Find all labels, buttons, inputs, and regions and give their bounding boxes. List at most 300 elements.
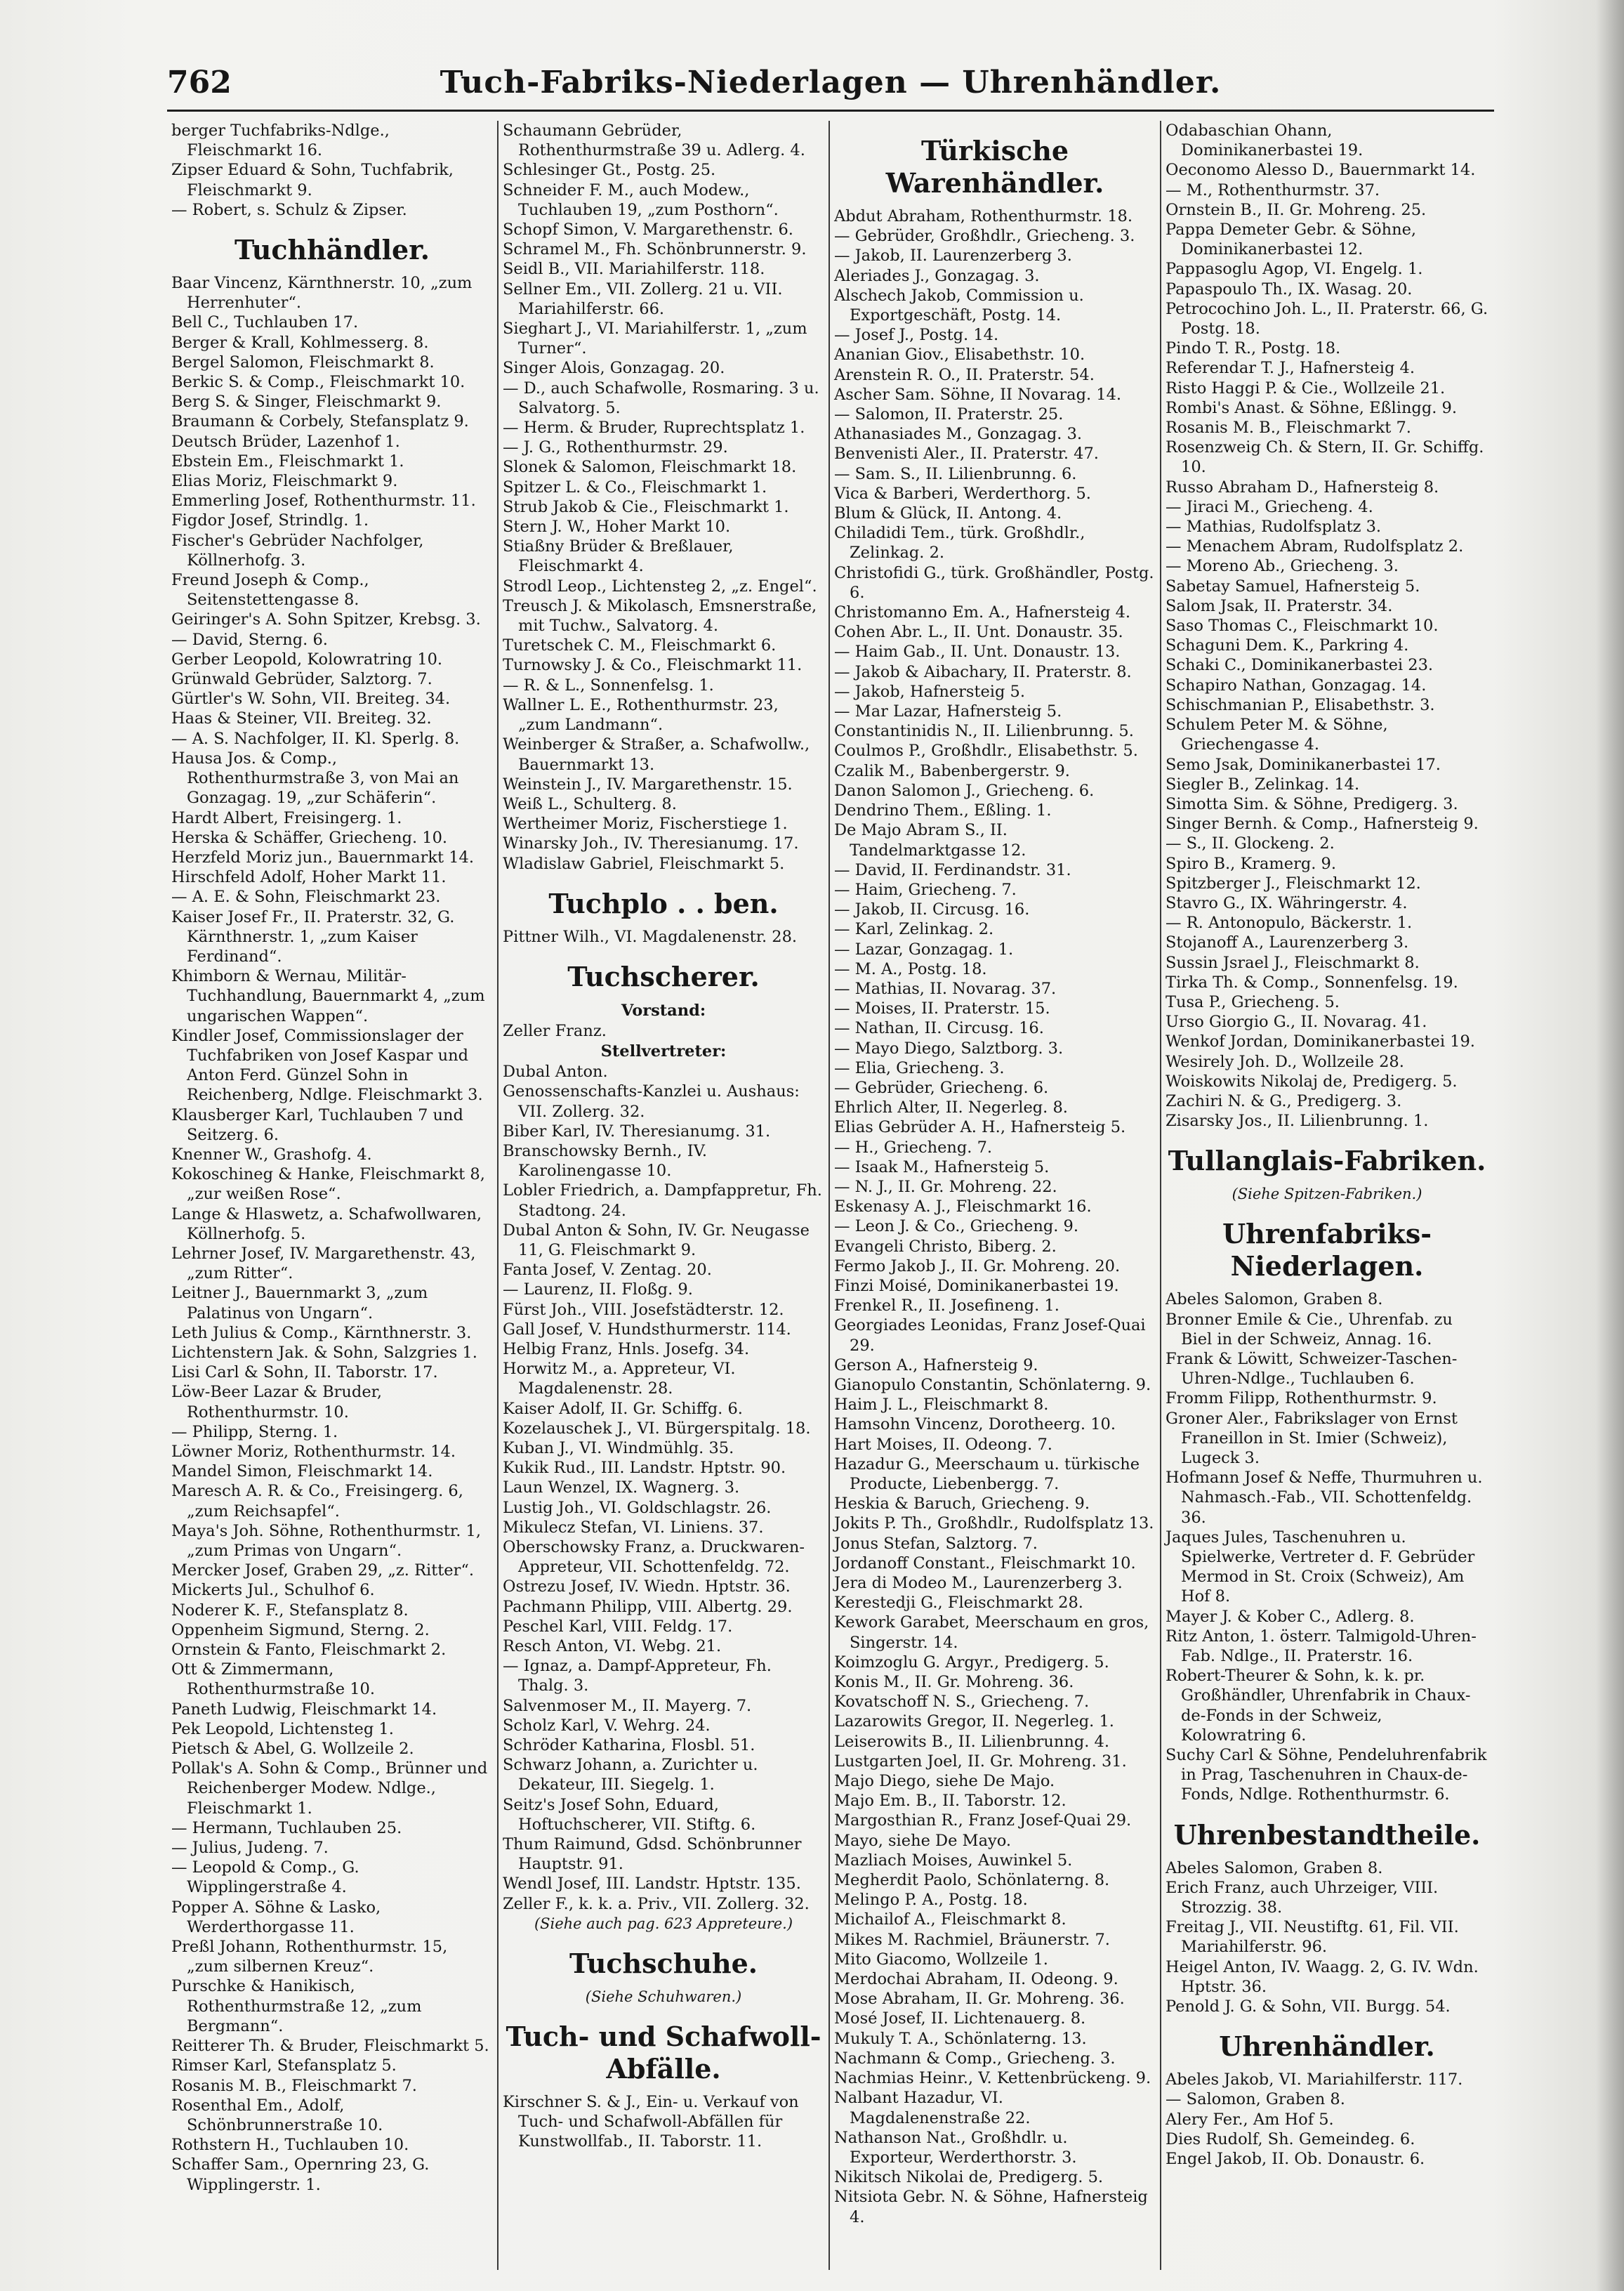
directory-entry: Semo Jsak, Dominikanerbastei 17. — [1166, 755, 1441, 774]
directory-entry: — Julius, Judeng. 7. — [171, 1839, 329, 1858]
directory-entry: Strodl Leop., Lichtensteg 2, „z. Engel“. — [503, 577, 817, 596]
directory-entry: Wallner L. E., Rothenthurmstr. 23, „zum Landmann“. — [503, 695, 779, 735]
directory-entry: — Gebrüder, Griecheng. 6. — [834, 1078, 1049, 1097]
directory-entry: Cohen Abr. L., II. Unt. Donaustr. 35. — [834, 623, 1123, 642]
directory-entry: Weinberger & Straßer, a. Schafwollw., Bauernmarkt 13. — [503, 735, 810, 774]
directory-entry: — Moreno Ab., Griecheng. 3. — [1166, 557, 1399, 576]
page-edge-shadow — [1596, 0, 1624, 2291]
directory-entry: — Elia, Griecheng. 3. — [834, 1058, 1005, 1077]
directory-entry: Stern J. W., Hoher Markt 10. — [503, 518, 731, 537]
directory-entry: Megherdit Paolo, Schönlaterng. 8. — [834, 1871, 1110, 1890]
directory-entry: — Mathias, II. Novarag. 37. — [834, 979, 1057, 998]
directory-entry: — J. G., Rothenthurmstr. 29. — [503, 438, 728, 457]
directory-entry: Rothstern H., Tuchlauben 10. — [171, 2136, 409, 2155]
directory-entry: Kovatschoff N. S., Griecheng. 7. — [834, 1693, 1090, 1712]
directory-entry: Genossenschafts-Kanzlei u. Aushaus: VII. Zollerg. 32. — [503, 1082, 800, 1121]
directory-entry: Weiß L., Schulterg. 8. — [503, 794, 677, 813]
directory-entry: Petrocochino Joh. L., II. Praterstr. 66, G. Postg. 18. — [1166, 299, 1488, 339]
directory-entry: Christomanno Em. A., Hafnersteig 4. — [834, 603, 1131, 622]
directory-entry: Baar Vincenz, Kärnthnerstr. 10, „zum Herrenhuter“. — [171, 274, 473, 313]
directory-entry: Finzi Moisé, Dominikanerbastei 19. — [834, 1276, 1119, 1295]
directory-entry: Hirschfeld Adolf, Hoher Markt 11. — [171, 868, 447, 887]
directory-entry: Jonus Stefan, Salztorg. 7. — [834, 1534, 1038, 1553]
directory-entry: Schröder Katharina, Flosbl. 51. — [503, 1736, 755, 1755]
directory-entry: Abeles Jakob, VI. Mariahilferstr. 117. — [1166, 2070, 1463, 2089]
directory-entry: Leitner J., Bauernmarkt 3, „zum Palatinus von Ungarn“. — [171, 1284, 428, 1322]
directory-entry: — Josef J., Postg. 14. — [834, 326, 999, 345]
directory-entry: Singer Bernh. & Comp., Hafnersteig 9. — [1166, 815, 1479, 834]
directory-entry: — Robert, s. Schulz & Zipser. — [171, 200, 407, 219]
directory-entry: De Majo Abram S., II. Tandelmarktgasse 12. — [834, 821, 1026, 860]
directory-entry: Haas & Steiner, VII. Breiteg. 32. — [171, 709, 432, 728]
directory-entry: — Lazar, Gonzagag. 1. — [834, 940, 1014, 959]
directory-entry: Biber Karl, IV. Theresianumg. 31. — [503, 1122, 771, 1141]
directory-entry: — N. J., II. Gr. Mohreng. 22. — [834, 1177, 1057, 1196]
directory-entry: Helbig Franz, Hnls. Josefg. 34. — [503, 1339, 750, 1358]
directory-entry: Athanasiades M., Gonzagag. 3. — [834, 425, 1083, 444]
directory-entry: Kirschner S. & J., Ein- u. Verkauf von Tuch- und Schafwoll-Abfällen für Kunstwollfab., II. Taborstr. 11. — [503, 2092, 799, 2151]
directory-entry: Schapiro Nathan, Gonzagag. 14. — [1166, 676, 1427, 695]
directory-entry: — A. E. & Sohn, Fleischmarkt 23. — [171, 888, 441, 907]
directory-entry: Woiskowits Nikolaj de, Predigerg. 5. — [1166, 1072, 1458, 1091]
directory-entry: — Isaak M., Hafnersteig 5. — [834, 1157, 1050, 1176]
directory-entry: Majo Em. B., II. Taborstr. 12. — [834, 1792, 1067, 1811]
directory-entry: Wenkof Jordan, Dominikanerbastei 19. — [1166, 1032, 1475, 1051]
directory-entry: Resch Anton, VI. Webg. 21. — [503, 1637, 722, 1656]
directory-entry: Bergel Salomon, Fleischmarkt 8. — [171, 353, 435, 372]
directory-entry: Hart Moises, II. Odeong. 7. — [834, 1435, 1052, 1454]
directory-entry: — Mathias, Rudolfsplatz 3. — [1166, 518, 1382, 537]
directory-entry: Gerber Leopold, Kolowratring 10. — [171, 650, 443, 669]
directory-entry: — Leon J. & Co., Griecheng. 9. — [834, 1217, 1078, 1236]
directory-entry: Kerestedji G., Fleischmarkt 28. — [834, 1594, 1083, 1613]
directory-entry: Schwarz Johann, a. Zurichter u. Dekateur, III. Siegelg. 1. — [503, 1756, 758, 1794]
directory-entry: Rombi's Anast. & Söhne, Eßlingg. 9. — [1166, 398, 1458, 417]
directory-entry: Pollak's A. Sohn & Comp., Brünner und Reichenberger Modew. Ndlge., Fleischmarkt 1. — [171, 1759, 488, 1818]
directory-entry: — Hermann, Tuchlauben 25. — [171, 1818, 402, 1837]
section-note: (Siehe Spitzen-Fabriken.) — [1232, 1186, 1422, 1203]
directory-entry: — Herm. & Bruder, Ruprechtsplatz 1. — [503, 419, 805, 438]
directory-entry: Hausa Jos. & Comp., Rothenthurmstraße 3, von Mai an Gonzagag. 19, „zur Schäferin“. — [171, 749, 459, 808]
header-rule — [167, 110, 1494, 112]
directory-entry: Mayer J. & Kober C., Adlerg. 8. — [1166, 1607, 1415, 1626]
directory-entry: Mose Abraham, II. Gr. Mohreng. 36. — [834, 1990, 1125, 2009]
directory-entry: Majo Diego, siehe De Majo. — [834, 1772, 1055, 1791]
directory-entry: Oberschowsky Franz, a. Druckwaren-Appreteur, VII. Schottenfeldg. 72. — [503, 1538, 805, 1577]
subheading: Stellvertreter: — [600, 1042, 727, 1061]
directory-entry: Abeles Salomon, Graben 8. — [1166, 1290, 1383, 1309]
directory-entry: Lisi Carl & Sohn, II. Taborstr. 17. — [171, 1363, 438, 1382]
directory-entry: Bell C., Tuchlauben 17. — [171, 313, 359, 332]
directory-entry: — R. Antonopulo, Bäckerstr. 1. — [1166, 914, 1413, 933]
subheading: Vorstand: — [621, 1001, 706, 1020]
directory-entry: — David, Sterng. 6. — [171, 630, 328, 649]
directory-entry: Mukuly T. A., Schönlaterng. 13. — [834, 2029, 1087, 2048]
directory-entry: Wesirely Joh. D., Wollzeile 28. — [1166, 1052, 1404, 1071]
directory-entry: Stiaßny Brüder & Breßlauer, Fleischmarkt 4. — [503, 537, 734, 576]
directory-entry: Christofidi G., türk. Großhändler, Postg. 6. — [834, 563, 1154, 602]
section-heading: Uhrenbestandtheile. — [1173, 1818, 1481, 1851]
directory-entry: — Nathan, II. Circusg. 16. — [834, 1019, 1044, 1038]
directory-entry: Sieghart J., VI. Mariahilferstr. 1, „zum Turner“. — [503, 320, 807, 358]
directory-entry: Risto Haggi P. & Cie., Wollzeile 21. — [1166, 379, 1446, 398]
directory-entry: — Philipp, Sterng. 1. — [171, 1422, 338, 1441]
directory-entry: Koimzoglu G. Argyr., Predigerg. 5. — [834, 1653, 1109, 1672]
directory-entry: Popper A. Söhne & Lasko, Werderthorgasse 11. — [171, 1898, 381, 1936]
directory-entry: Noderer K. F., Stefansplatz 8. — [171, 1601, 409, 1620]
section-note: (Siehe auch pag. 623 Appreteure.) — [534, 1915, 793, 1932]
directory-entry: Salom Jsak, II. Praterstr. 34. — [1166, 596, 1393, 615]
directory-entry: Erich Franz, auch Uhrzeiger, VIII. Strozzig. 38. — [1166, 1878, 1439, 1917]
directory-entry: Lichtenstern Jak. & Sohn, Salzgries 1. — [171, 1343, 477, 1362]
directory-entry: Aleriades J., Gonzagag. 3. — [834, 266, 1040, 285]
directory-entry: Merdochai Abraham, II. Odeong. 9. — [834, 1970, 1118, 1989]
directory-entry: Dendrino Them., Eßling. 1. — [834, 801, 1052, 820]
directory-entry: Robert-Theurer & Sohn, k. k. pr. Großhändler, Uhrenfabrik in Chaux-de-Fonds in der Schweiz, Kolowratring 6. — [1166, 1667, 1471, 1745]
directory-entry: Haim J. L., Fleischmarkt 8. — [834, 1396, 1049, 1414]
directory-entry: Vica & Barberi, Werderthorg. 5. — [834, 484, 1091, 503]
directory-entry: Kindler Josef, Commissionslager der Tuchfabriken von Josef Kaspar und Anton Ferd. Günzel Sohn in Reichenberg, Ndlge. Fleischmarkt 3. — [171, 1026, 483, 1105]
directory-entry: Groner Aler., Fabrikslager von Ernst Franeillon in St. Imier (Schweiz), Lugeck 3. — [1166, 1409, 1458, 1467]
directory-entry: Gerson A., Hafnersteig 9. — [834, 1355, 1038, 1374]
directory-entry: Ehrlich Alter, II. Negerleg. 8. — [834, 1098, 1068, 1117]
directory-entry: Mito Giacomo, Wollzeile 1. — [834, 1950, 1048, 1969]
directory-entry: Ott & Zimmermann, Rothenthurmstraße 10. — [171, 1660, 375, 1699]
directory-entry: Thum Raimund, Gdsd. Schönbrunner Hauptstr. 91. — [503, 1835, 802, 1874]
section-heading: Tuchhändler. — [234, 234, 430, 266]
directory-entry: Nitsiota Gebr. N. & Söhne, Hafnersteig 4. — [834, 2188, 1148, 2226]
directory-entry: Seidl B., VII. Mariahilferstr. 118. — [503, 260, 765, 279]
directory-entry: Lobler Friedrich, a. Dampfappretur, Fh. Stadtong. 24. — [503, 1181, 822, 1220]
directory-entry: Khimborn & Wernau, Militär-Tuchhandlung, Bauernmarkt 4, „zum ungarischen Wappen“. — [171, 967, 485, 1025]
page-header — [167, 65, 1494, 107]
directory-entry: Frenkel R., II. Josefineng. 1. — [834, 1297, 1059, 1315]
directory-entry: Hazadur G., Meerschaum u. türkische Producte, Liebenbergg. 7. — [834, 1455, 1140, 1493]
directory-entry: Pittner Wilh., VI. Magdalenenstr. 28. — [503, 927, 798, 946]
directory-entry: Margosthian R., Franz Josef-Quai 29. — [834, 1811, 1132, 1830]
directory-entry: Weinstein J., IV. Margarethenstr. 15. — [503, 775, 793, 794]
directory-entry: Urso Giorgio G., II. Novarag. 41. — [1166, 1013, 1427, 1032]
directory-entry: — Jakob, II. Circusg. 16. — [834, 900, 1030, 919]
directory-entry: Alschech Jakob, Commission u. Exportgeschäft, Postg. 14. — [834, 286, 1084, 325]
directory-entry: Hamsohn Vincenz, Dorotheerg. 10. — [834, 1415, 1116, 1434]
section-heading: Uhrenfabriks-Niederlagen. — [1222, 1218, 1432, 1282]
directory-entry: Stavro G., IX. Währingerstr. 4. — [1166, 893, 1408, 912]
directory-entry: Mikes M. Rachmiel, Bräunerstr. 7. — [834, 1930, 1110, 1949]
section-heading: Tuchschuhe. — [569, 1947, 758, 1979]
directory-entry: Coulmos P., Großhdlr., Elisabethstr. 5. — [834, 742, 1138, 761]
directory-entry: Gürtler's W. Sohn, VII. Breiteg. 34. — [171, 690, 451, 709]
directory-entry: Pietsch & Abel, G. Wollzeile 2. — [171, 1740, 414, 1759]
directory-entry: Scholz Karl, V. Wehrg. 24. — [503, 1716, 711, 1735]
directory-entry: — Gebrüder, Großhdlr., Griecheng. 3. — [834, 227, 1135, 246]
directory-entry: Dies Rudolf, Sh. Gemeindeg. 6. — [1166, 2129, 1415, 2148]
directory-entry: — Ignaz, a. Dampf-Appreteur, Fh. Thalg. 3. — [503, 1657, 772, 1695]
directory-entry: Schischmanian P., Elisabethstr. 3. — [1166, 695, 1435, 714]
directory-entry: Zisarsky Jos., II. Lilienbrunng. 1. — [1166, 1112, 1429, 1131]
directory-entry: Czalik M., Babenbergerstr. 9. — [834, 761, 1070, 780]
directory-entry: Schaffer Sam., Opernring 23, G. Wipplingerstr. 1. — [171, 2155, 430, 2194]
directory-entry: Leth Julius & Comp., Kärnthnerstr. 3. — [171, 1323, 472, 1342]
directory-entry: — Jakob & Aibachary, II. Praterstr. 8. — [834, 662, 1132, 681]
directory-entry: Ritz Anton, 1. österr. Talmigold-Uhren-Fab. Ndlge., II. Praterstr. 16. — [1166, 1627, 1477, 1666]
directory-entry: Kuban J., VI. Windmühlg. 35. — [503, 1438, 734, 1457]
directory-entry: Seitz's Josef Sohn, Eduard, Hoftuchscherer, VII. Stiftg. 6. — [503, 1795, 756, 1834]
directory-entry: — R. & L., Sonnenfelsg. 1. — [503, 676, 714, 695]
directory-entry: Spiro B., Kramerg. 9. — [1166, 854, 1337, 873]
directory-entry: Kaiser Josef Fr., II. Praterstr. 32, G. Kärnthnerstr. 1, „zum Kaiser Ferdinand“. — [171, 907, 455, 966]
directory-entry: Blum & Glück, II. Antong. 4. — [834, 504, 1062, 523]
directory-entry: Rosenzweig Ch. & Stern, II. Gr. Schiffg. 10. — [1166, 438, 1484, 477]
directory-entry: Schneider F. M., auch Modew., Tuchlauben 19, „zum Posthorn“. — [503, 180, 779, 219]
directory-entry: Fromm Filipp, Rothenthurmstr. 9. — [1166, 1389, 1437, 1408]
directory-entry: Nachmann & Comp., Griecheng. 3. — [834, 2049, 1116, 2068]
directory-entry: Penold J. G. & Sohn, VII. Burgg. 54. — [1166, 1997, 1451, 2016]
directory-entry: Geiringer's A. Sohn Spitzer, Krebsg. 3. — [171, 610, 481, 629]
directory-entry: — Mayo Diego, Salztborg. 3. — [834, 1039, 1064, 1058]
directory-entry: — Karl, Zelinkag. 2. — [834, 920, 994, 939]
directory-entry: Abeles Salomon, Graben 8. — [1166, 1858, 1383, 1877]
directory-entry: Löwner Moriz, Rothenthurmstr. 14. — [171, 1443, 456, 1461]
directory-entry: Lustgarten Joel, II. Gr. Mohreng. 31. — [834, 1752, 1127, 1771]
directory-entry: Dubal Anton. — [503, 1063, 608, 1082]
directory-entry: Turnowsky J. & Co., Fleischmarkt 11. — [503, 656, 803, 675]
directory-entry: — M., Rothenthurmstr. 37. — [1166, 180, 1380, 199]
directory-entry: berger Tuchfabriks-Ndlge., Fleischmarkt 16. — [171, 122, 390, 160]
directory-entry: Engel Jakob, II. Ob. Donaustr. 6. — [1166, 2150, 1425, 2169]
directory-entry: Nikitsch Nikolai de, Predigerg. 5. — [834, 2168, 1104, 2187]
directory-entry: Pappa Demeter Gebr. & Söhne, Dominikanerbastei 12. — [1166, 221, 1417, 259]
column-3 — [830, 121, 1161, 2270]
directory-entry: Rosanis M. B., Fleischmarkt 7. — [1166, 419, 1411, 438]
directory-entry: Lazarowits Gregor, II. Negerleg. 1. — [834, 1712, 1114, 1731]
directory-entry: Heskia & Baruch, Griecheng. 9. — [834, 1495, 1090, 1514]
directory-entry: Horwitz M., a. Appreteur, VI. Magdalenenstr. 28. — [503, 1360, 736, 1398]
directory-entry: Eskenasy A. J., Fleischmarkt 16. — [834, 1197, 1092, 1216]
directory-entry: Tusa P., Griecheng. 5. — [1166, 992, 1340, 1011]
directory-entry: Ananian Giov., Elisabethstr. 10. — [834, 346, 1085, 365]
directory-entry: Dubal Anton & Sohn, IV. Gr. Neugasse 11, G. Fleischmarkt 9. — [503, 1221, 810, 1259]
directory-entry: Kukik Rud., III. Landstr. Hptstr. 90. — [503, 1459, 786, 1478]
directory-entry: Mikulecz Stefan, VI. Liniens. 37. — [503, 1518, 764, 1537]
directory-entry: Mazliach Moises, Auwinkel 5. — [834, 1851, 1073, 1870]
directory-entry: Deutsch Brüder, Lazenhof 1. — [171, 432, 400, 451]
directory-columns — [167, 121, 1494, 2270]
directory-entry: Purschke & Hanikisch, Rothenthurmstraße 12, „zum Bergmann“. — [171, 1977, 422, 2035]
directory-entry: — S., II. Glockeng. 2. — [1166, 834, 1335, 853]
directory-entry: Jordanoff Constant., Fleischmarkt 10. — [834, 1554, 1136, 1573]
directory-entry: Benvenisti Aler., II. Praterstr. 47. — [834, 445, 1099, 464]
section-heading: Tuchplo . . ben. — [548, 887, 779, 919]
directory-entry: Melingo P. A., Postg. 18. — [834, 1891, 1028, 1910]
directory-entry: Maresch A. R. & Co., Freisingerg. 6, „zum Reichsapfel“. — [171, 1482, 463, 1521]
directory-entry: — David, II. Ferdinandstr. 31. — [834, 860, 1071, 879]
directory-entry: Zipser Eduard & Sohn, Tuchfabrik, Fleischmarkt 9. — [171, 161, 454, 199]
directory-entry: Winarsky Joh., IV. Theresianumg. 17. — [503, 834, 799, 853]
directory-entry: Paneth Ludwig, Fleischmarkt 14. — [171, 1700, 437, 1719]
page-number: 762 — [167, 65, 232, 100]
directory-entry: Papaspoulo Th., IX. Wasag. 20. — [1166, 280, 1413, 298]
directory-entry: Nathanson Nat., Großhdlr. u. Exporteur, Werderthorstr. 3. — [834, 2128, 1077, 2167]
column-1 — [167, 121, 499, 2270]
directory-entry: — M. A., Postg. 18. — [834, 959, 987, 978]
directory-entry: Turetschek C. M., Fleischmarkt 6. — [503, 636, 777, 655]
directory-entry: Ebstein Em., Fleischmarkt 1. — [171, 452, 404, 471]
directory-entry: Ornstein & Fanto, Fleischmarkt 2. — [171, 1641, 447, 1660]
directory-entry: Pek Leopold, Lichtensteg 1. — [171, 1719, 394, 1738]
directory-entry: Referendar T. J., Hafnersteig 4. — [1166, 359, 1415, 378]
directory-entry: Treusch J. & Mikolasch, Emsnerstraße, mit Tuchw., Salvatorg. 4. — [503, 596, 817, 636]
directory-entry: Oppenheim Sigmund, Sterng. 2. — [171, 1620, 430, 1639]
directory-entry: Sabetay Samuel, Hafnersteig 5. — [1166, 577, 1420, 596]
directory-entry: Danon Salomon J., Griecheng. 6. — [834, 781, 1095, 800]
directory-entry: — H., Griecheng. 7. — [834, 1138, 993, 1157]
directory-entry: Berkic S. & Comp., Fleischmarkt 10. — [171, 373, 466, 392]
directory-entry: Knenner W., Grashofg. 4. — [171, 1145, 372, 1164]
section-heading: Uhrenhändler. — [1219, 2030, 1435, 2063]
directory-entry: Frank & Löwitt, Schweizer-Taschen-Uhren-Ndlge., Tuchlauben 6. — [1166, 1349, 1458, 1389]
column-2 — [499, 121, 830, 2270]
directory-entry: Kework Garabet, Meerschaum en gros, Singerstr. 14. — [834, 1613, 1149, 1652]
directory-entry: Odabaschian Ohann, Dominikanerbastei 19. — [1166, 122, 1364, 160]
directory-entry: Leiserowits B., II. Lilienbrunng. 4. — [834, 1732, 1110, 1751]
directory-entry: Freitag J., VII. Neustiftg. 61, Fil. VII. Mariahilferstr. 96. — [1166, 1918, 1459, 1957]
directory-entry: — Jiraci M., Griecheng. 4. — [1166, 497, 1373, 516]
directory-entry: Mercker Josef, Graben 29, „z. Ritter“. — [171, 1561, 475, 1580]
directory-entry: Ostrezu Josef, IV. Wiedn. Hptstr. 36. — [503, 1577, 791, 1596]
directory-entry: Löw-Beer Lazar & Bruder, Rothenthurmstr. 10. — [171, 1383, 383, 1422]
directory-entry: Klausberger Karl, Tuchlauben 7 und Seitzerg. 6. — [171, 1105, 463, 1144]
directory-entry: Zachiri N. & G., Predigerg. 3. — [1166, 1091, 1402, 1110]
section-heading: Tuchscherer. — [567, 960, 760, 992]
directory-entry: Georgiades Leonidas, Franz Josef-Quai 29. — [834, 1316, 1146, 1355]
directory-entry: Bronner Emile & Cie., Uhrenfab. zu Biel in der Schweiz, Annag. 16. — [1166, 1310, 1453, 1348]
directory-entry: Pachmann Philipp, VIII. Albertg. 29. — [503, 1597, 793, 1616]
directory-entry: Evangeli Christo, Biberg. 2. — [834, 1237, 1057, 1256]
directory-entry: Kokoschineg & Hanke, Fleischmarkt 8, „zur weißen Rose“. — [171, 1165, 485, 1204]
directory-entry: — Jakob, Hafnersteig 5. — [834, 682, 1026, 701]
directory-entry: — D., auch Schafwolle, Rosmaring. 3 u. Salvatorg. 5. — [503, 379, 819, 417]
directory-entry: Alery Fer., Am Hof 5. — [1166, 2110, 1334, 2129]
directory-entry: Sussin Jsrael J., Fleischmarkt 8. — [1166, 953, 1420, 972]
directory-entry: Spitzer L. & Co., Fleischmarkt 1. — [503, 478, 767, 497]
directory-entry: Mosé Josef, II. Lichtenauerg. 8. — [834, 2009, 1086, 2028]
directory-entry: — Salomon, Graben 8. — [1166, 2090, 1345, 2109]
directory-entry: Gall Josef, V. Hundsthurmerstr. 114. — [503, 1320, 791, 1339]
directory-entry: Wladislaw Gabriel, Fleischmarkt 5. — [503, 854, 785, 873]
directory-entry: — Jakob, II. Laurenzerberg 3. — [834, 247, 1072, 265]
directory-entry: Lustig Joh., VI. Goldschlagstr. 26. — [503, 1498, 772, 1517]
directory-entry: Heigel Anton, IV. Waagg. 2, G. IV. Wdn. Hptstr. 36. — [1166, 1957, 1479, 1996]
directory-entry: Oeconomo Alesso D., Bauernmarkt 14. — [1166, 161, 1476, 180]
directory-entry: Saso Thomas C., Fleischmarkt 10. — [1166, 617, 1439, 636]
directory-entry: Russo Abraham D., Hafnersteig 8. — [1166, 478, 1439, 497]
section-heading: Tuch- und Schafwoll-Abfälle. — [506, 2020, 821, 2085]
directory-entry: Tirka Th. & Comp., Sonnenfelsg. 19. — [1166, 973, 1458, 992]
directory-entry: — A. S. Nachfolger, II. Kl. Sperlg. 8. — [171, 729, 460, 748]
directory-entry: Freund Joseph & Comp., Seitenstettengasse 8. — [171, 571, 369, 610]
directory-entry: — Menachem Abram, Rudolfsplatz 2. — [1166, 537, 1464, 556]
section-heading: Tullanglais-Fabriken. — [1168, 1145, 1486, 1177]
directory-entry: Schaki C., Dominikanerbastei 23. — [1166, 656, 1434, 675]
directory-entry: Reitterer Th. & Bruder, Fleischmarkt 5. — [171, 2037, 489, 2056]
directory-entry: Emmerling Josef, Rothenthurmstr. 11. — [171, 492, 476, 511]
directory-entry: Lange & Hlaswetz, a. Schafwollwaren, Köllnerhofg. 5. — [171, 1204, 482, 1243]
directory-entry: Schaguni Dem. K., Parkring 4. — [1166, 636, 1409, 655]
directory-entry: Ornstein B., II. Gr. Mohreng. 25. — [1166, 200, 1427, 219]
column-4 — [1161, 121, 1493, 2270]
directory-entry: Hardt Albert, Freisingerg. 1. — [171, 808, 402, 827]
directory-entry: Maya's Joh. Söhne, Rothenthurmstr. 1, „zum Primas von Ungarn“. — [171, 1521, 481, 1561]
directory-entry: Spitzberger J., Fleischmarkt 12. — [1166, 874, 1421, 893]
directory-entry: Konis M., II. Gr. Mohreng. 36. — [834, 1673, 1074, 1692]
directory-entry: Peschel Karl, VIII. Feldg. 17. — [503, 1617, 733, 1636]
directory-entry: Stojanoff A., Laurenzerberg 3. — [1166, 933, 1409, 952]
directory-entry: Schaumann Gebrüder, Rothenthurmstraße 39 u. Adlerg. 4. — [503, 122, 805, 160]
directory-entry: Elias Moriz, Fleischmarkt 9. — [171, 472, 398, 491]
directory-entry: — Sam. S., II. Lilienbrunng. 6. — [834, 464, 1077, 483]
directory-entry: Jera di Modeo M., Laurenzerberg 3. — [834, 1574, 1123, 1593]
directory-entry: Gianopulo Constantin, Schönlaterng. 9. — [834, 1375, 1151, 1394]
directory-entry: — Salomon, II. Praterstr. 25. — [834, 405, 1064, 424]
directory-entry: Berger & Krall, Kohlmesserg. 8. — [171, 333, 429, 352]
directory-entry: Berg S. & Singer, Fleischmarkt 9. — [171, 393, 442, 412]
directory-entry: Salvenmoser M., II. Mayerg. 7. — [503, 1696, 752, 1715]
directory-entry: — Leopold & Comp., G. Wipplingerstraße 4. — [171, 1858, 359, 1897]
directory-entry: Pindo T. R., Postg. 18. — [1166, 339, 1341, 358]
directory-entry: Schopf Simon, V. Margarethenstr. 6. — [503, 221, 793, 239]
directory-entry: Schulem Peter M. & Söhne, Griechengasse 4. — [1166, 716, 1388, 754]
directory-entry: Figdor Josef, Strindlg. 1. — [171, 511, 369, 530]
running-title: Tuch-Fabriks-Niederlagen — Uhrenhändler. — [440, 65, 1222, 100]
directory-entry: Mandel Simon, Fleischmarkt 14. — [171, 1462, 433, 1481]
directory-entry: Lehrner Josef, IV. Margarethenstr. 43, „zum Ritter“. — [171, 1244, 476, 1283]
directory-entry: Singer Alois, Gonzagag. 20. — [503, 359, 725, 378]
directory-entry: Fermo Jakob J., II. Gr. Mohreng. 20. — [834, 1256, 1121, 1275]
directory-entry: Herzfeld Moriz jun., Bauernmarkt 14. — [171, 848, 475, 867]
directory-entry: Preßl Johann, Rothenthurmstr. 15, „zum silbernen Kreuz“. — [171, 1938, 448, 1976]
section-heading: Türkische Warenhändler. — [885, 135, 1104, 199]
directory-entry: — Laurenz, II. Floßg. 9. — [503, 1280, 693, 1299]
directory-entry: Chiladidi Tem., türk. Großhdlr., Zelinkag. 2. — [834, 524, 1085, 563]
directory-entry: — Haim, Griecheng. 7. — [834, 880, 1017, 899]
directory-entry: Suchy Carl & Söhne, Pendeluhrenfabrik in Prag, Taschenuhren in Chaux-de-Fonds, Ndlge. Rothenthurmstr. 6. — [1166, 1746, 1487, 1804]
directory-entry: Zeller Franz. — [503, 1021, 607, 1040]
directory-entry: Elias Gebrüder A. H., Hafnersteig 5. — [834, 1118, 1126, 1137]
directory-entry: Fanta Josef, V. Zentag. 20. — [503, 1261, 712, 1280]
directory-entry: Branschowsky Bernh., IV. Karolinengasse 10. — [503, 1141, 708, 1181]
directory-entry: Ascher Sam. Söhne, II Novarag. 14. — [834, 385, 1122, 404]
directory-entry: Herska & Schäffer, Griecheng. 10. — [171, 828, 448, 847]
directory-entry: Wertheimer Moriz, Fischerstiege 1. — [503, 815, 788, 834]
directory-entry: Wendl Josef, III. Landstr. Hptstr. 135. — [503, 1875, 801, 1893]
directory-entry: Arenstein R. O., II. Praterstr. 54. — [834, 365, 1095, 384]
directory-entry: Braumann & Corbely, Stefansplatz 9. — [171, 412, 469, 431]
directory-entry: Fischer's Gebrüder Nachfolger, Köllnerhofg. 3. — [171, 531, 424, 570]
directory-entry: Nalbant Hazadur, VI. Magdalenenstraße 22. — [834, 2089, 1031, 2127]
directory-entry: Mickerts Jul., Schulhof 6. — [171, 1581, 375, 1600]
directory-entry: Grünwald Gebrüder, Salztorg. 7. — [171, 670, 433, 689]
directory-entry: — Mar Lazar, Hafnersteig 5. — [834, 702, 1062, 721]
directory-entry: Pappasoglu Agop, VI. Engelg. 1. — [1166, 260, 1423, 279]
directory-entry: Zeller F., k. k. a. Priv., VII. Zollerg. 32. — [503, 1894, 810, 1913]
directory-entry: Laun Wenzel, IX. Wagnerg. 3. — [503, 1478, 740, 1497]
directory-entry: Michailof A., Fleischmarkt 8. — [834, 1910, 1067, 1929]
directory-entry: Mayo, siehe De Mayo. — [834, 1831, 1012, 1850]
directory-entry: Hofmann Josef & Neffe, Thurmuhren u. Nahmasch.-Fab., VII. Schottenfeldg. 36. — [1166, 1469, 1483, 1527]
directory-entry: Strub Jakob & Cie., Fleischmarkt 1. — [503, 497, 789, 516]
directory-entry: Constantinidis N., II. Lilienbrunng. 5. — [834, 722, 1134, 741]
